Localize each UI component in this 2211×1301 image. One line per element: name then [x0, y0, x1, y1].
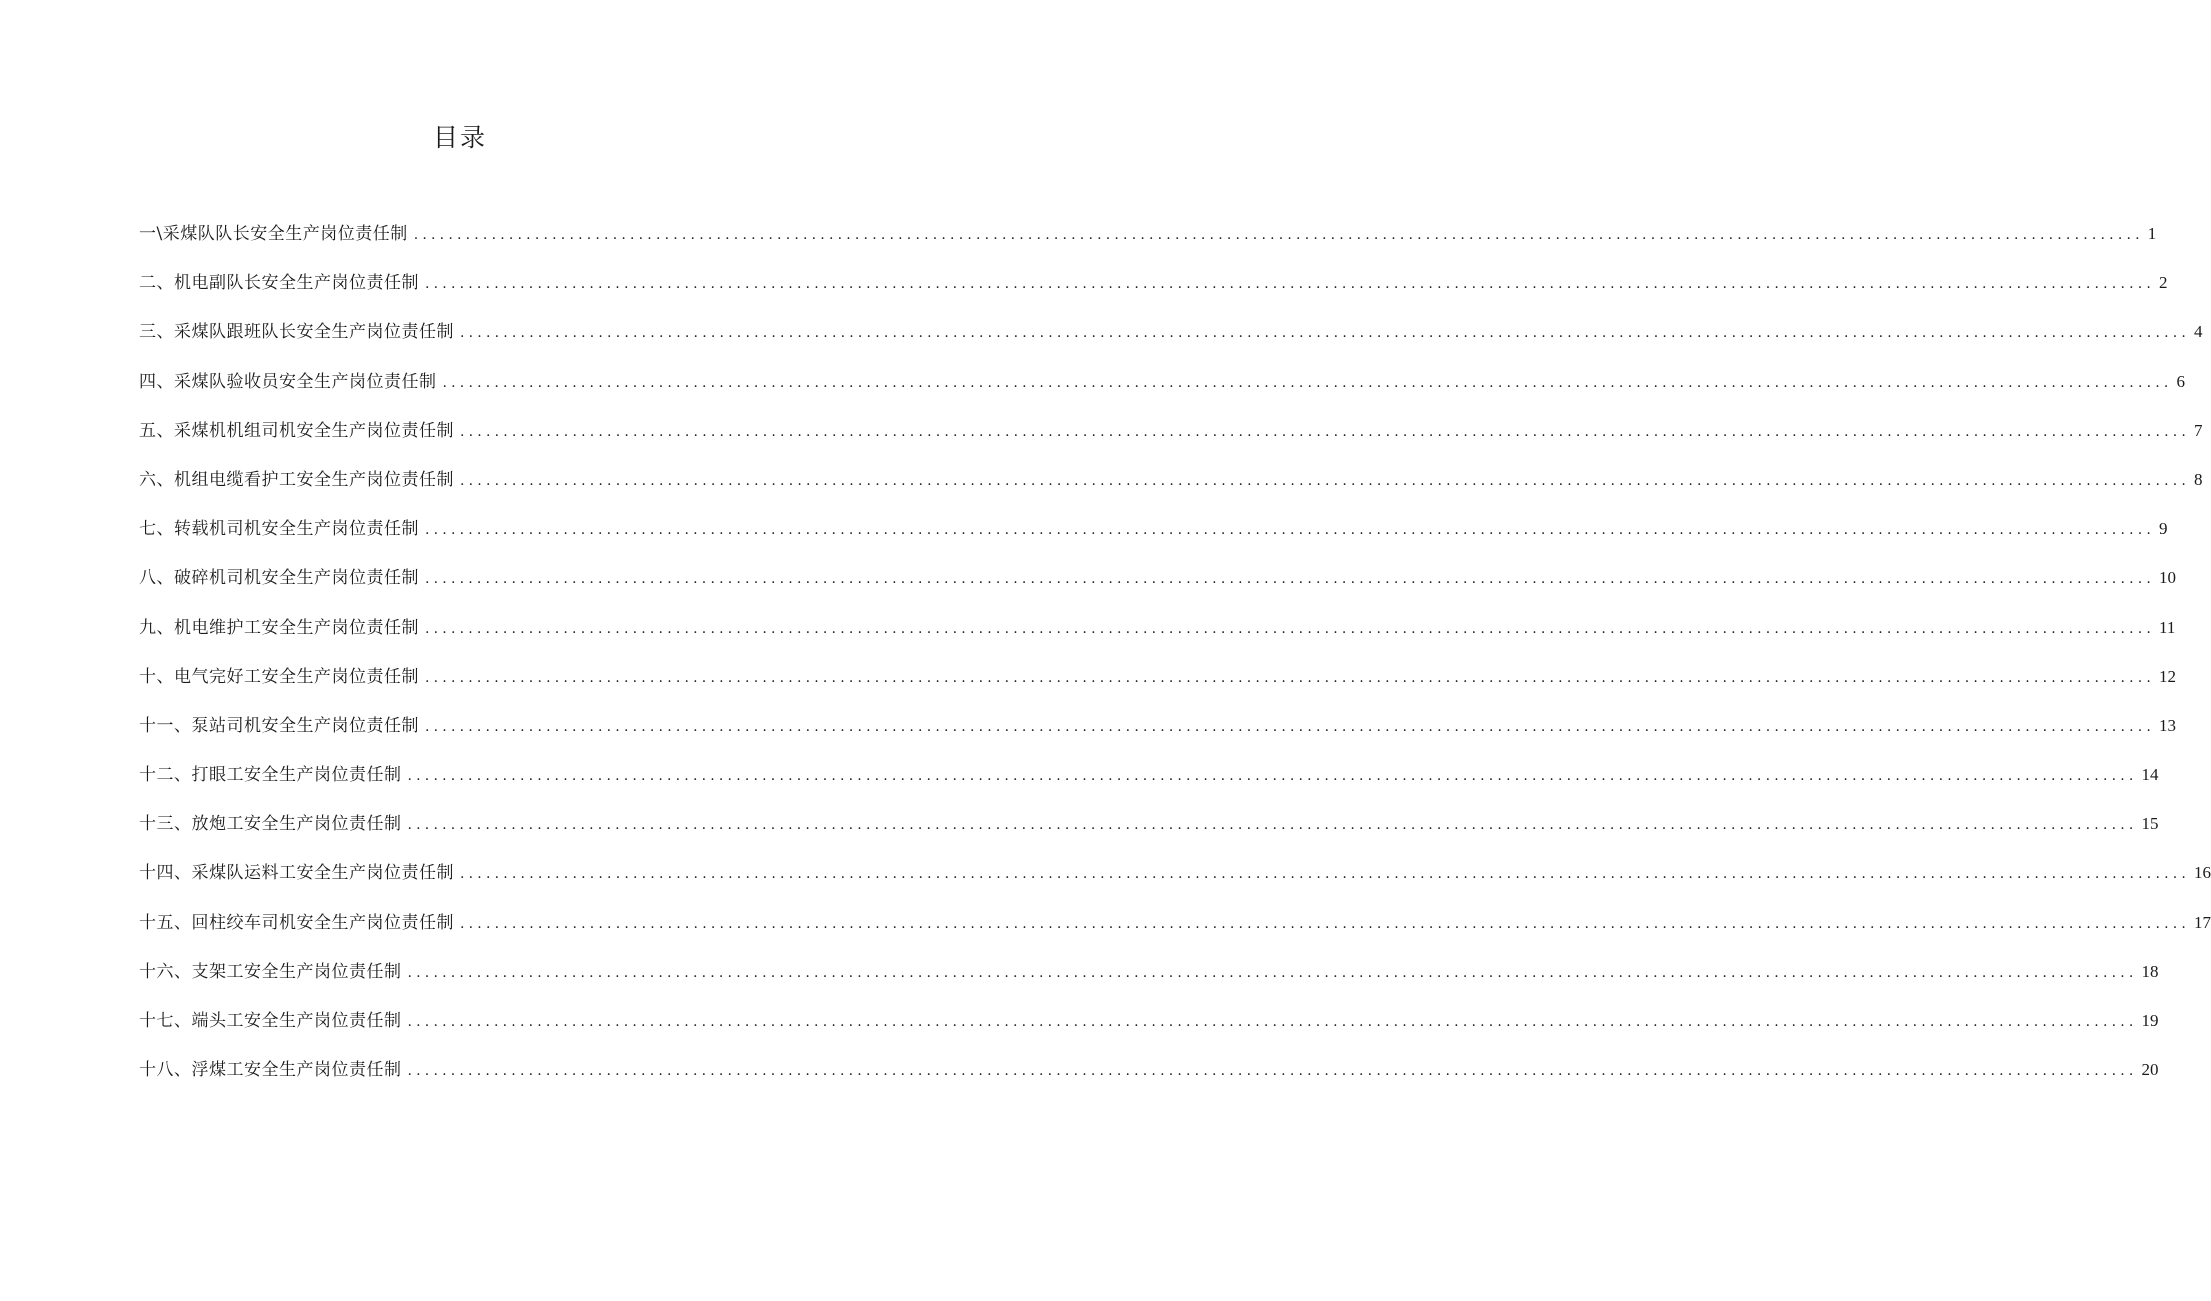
- toc-leader-dots: ........................................................................................................................................................................................................: [460, 472, 2191, 489]
- toc-leader-dots: ........................................................................................................................................................................................................: [407, 964, 2138, 981]
- toc-entry[interactable]: [139, 216, 2157, 265]
- toc-page-number: 4: [2194, 322, 2203, 342]
- toc-entry[interactable]: [139, 708, 2177, 757]
- toc-page-number: 10: [2159, 568, 2177, 588]
- page-title: 目录: [432, 123, 487, 152]
- toc-leader-dots: ........................................................................................................................................................................................................: [425, 522, 2156, 539]
- toc-page-number: 14: [2141, 765, 2159, 785]
- toc-entry[interactable]: [139, 757, 2159, 806]
- toc-page-number: 20: [2141, 1060, 2159, 1080]
- toc-entry-label: 十八、浮煤工安全生产岗位责任制: [139, 1060, 402, 1081]
- toc-leader-dots: ........................................................................................................................................................................................................: [425, 571, 2156, 588]
- toc-page-number: 9: [2159, 519, 2168, 539]
- toc-leader-dots: ........................................................................................................................................................................................................: [407, 768, 2138, 785]
- toc-entry[interactable]: [139, 265, 2168, 314]
- toc-page-number: 1: [2147, 224, 2157, 243]
- toc-entry[interactable]: [139, 1052, 2159, 1101]
- toc-page-number: 12: [2159, 666, 2177, 686]
- toc-leader-dots: ........................................................................................................................................................................................................: [460, 866, 2191, 883]
- toc-entry-label: 五、采煤机机组司机安全生产岗位责任制: [139, 420, 454, 441]
- toc-entry[interactable]: [139, 905, 2211, 954]
- toc-entry[interactable]: [139, 1003, 2159, 1052]
- toc-page-number: 16: [2194, 863, 2211, 883]
- toc-entry-label: 八、破碎机司机安全生产岗位责任制: [139, 568, 419, 589]
- toc-entry[interactable]: [139, 462, 2203, 511]
- toc-entry-label: 十三、放炮工安全生产岗位责任制: [139, 814, 402, 835]
- toc-page-number: 19: [2141, 1011, 2159, 1030]
- toc-leader-dots: ........................................................................................................................................................................................................: [460, 915, 2191, 932]
- toc-entry-label: 十一、泵站司机安全生产岗位责任制: [139, 715, 419, 736]
- toc-entry-label: 十、电气完好工安全生产岗位责任制: [139, 666, 419, 687]
- toc-page-number: 17: [2194, 912, 2211, 932]
- toc-entry[interactable]: [139, 560, 2177, 609]
- toc-leader-dots: ........................................................................................................................................................................................................: [425, 718, 2156, 735]
- toc-entry-label: 十七、端头工安全生产岗位责任制: [139, 1011, 402, 1031]
- toc-leader-dots: ........................................................................................................................................................................................................: [413, 227, 2144, 243]
- toc-leader-dots: ........................................................................................................................................................................................................: [407, 817, 2138, 834]
- toc-entry[interactable]: [139, 806, 2159, 855]
- table-of-contents: [139, 216, 2211, 1101]
- toc-entry-label: 十六、支架工安全生产岗位责任制: [139, 961, 402, 982]
- toc-leader-dots: ........................................................................................................................................................................................................: [442, 374, 2173, 391]
- toc-page-number: 7: [2194, 420, 2203, 440]
- toc-leader-dots: ........................................................................................................................................................................................................: [407, 1014, 2138, 1030]
- toc-entry[interactable]: [139, 610, 2176, 659]
- toc-page-number: 2: [2159, 273, 2168, 293]
- toc-entry-label: 九、机电维护工安全生产岗位责任制: [139, 617, 419, 638]
- toc-entry[interactable]: [139, 413, 2203, 462]
- toc-entry[interactable]: [139, 659, 2177, 708]
- toc-entry[interactable]: [139, 511, 2168, 560]
- toc-entry-label: 一\采煤队队长安全生产岗位责任制: [139, 224, 408, 244]
- toc-entry-label: 三、采煤队跟班队长安全生产岗位责任制: [139, 322, 454, 343]
- toc-leader-dots: ........................................................................................................................................................................................................: [460, 423, 2191, 440]
- toc-leader-dots: ........................................................................................................................................................................................................: [407, 1063, 2138, 1080]
- toc-entry-label: 十五、回柱绞车司机安全生产岗位责任制: [139, 912, 454, 933]
- toc-entry-label: 十四、采煤队运料工安全生产岗位责任制: [139, 863, 454, 884]
- toc-entry-label: 二、机电副队长安全生产岗位责任制: [139, 273, 419, 294]
- toc-page-number: 13: [2159, 715, 2177, 735]
- toc-entry-label: 七、转载机司机安全生产岗位责任制: [139, 519, 419, 540]
- toc-leader-dots: ........................................................................................................................................................................................................: [460, 325, 2191, 342]
- toc-entry[interactable]: [139, 314, 2203, 363]
- toc-entry[interactable]: [139, 954, 2159, 1003]
- toc-entry[interactable]: [139, 855, 2211, 904]
- toc-page-number: 15: [2141, 814, 2159, 834]
- toc-page-number: 6: [2176, 371, 2186, 391]
- toc-entry[interactable]: [139, 364, 2186, 413]
- toc-entry-label: 十二、打眼工安全生产岗位责任制: [139, 765, 402, 786]
- toc-leader-dots: ........................................................................................................................................................................................................: [425, 669, 2156, 686]
- toc-page-number: 8: [2194, 469, 2203, 489]
- toc-entry-label: 四、采煤队验收员安全生产岗位责任制: [139, 371, 437, 392]
- toc-page-number: 11: [2159, 617, 2176, 637]
- toc-entry-label: 六、机组电缆看护工安全生产岗位责任制: [139, 469, 454, 490]
- toc-leader-dots: ........................................................................................................................................................................................................: [425, 620, 2156, 637]
- toc-leader-dots: ........................................................................................................................................................................................................: [425, 276, 2156, 293]
- toc-page-number: 18: [2141, 961, 2159, 981]
